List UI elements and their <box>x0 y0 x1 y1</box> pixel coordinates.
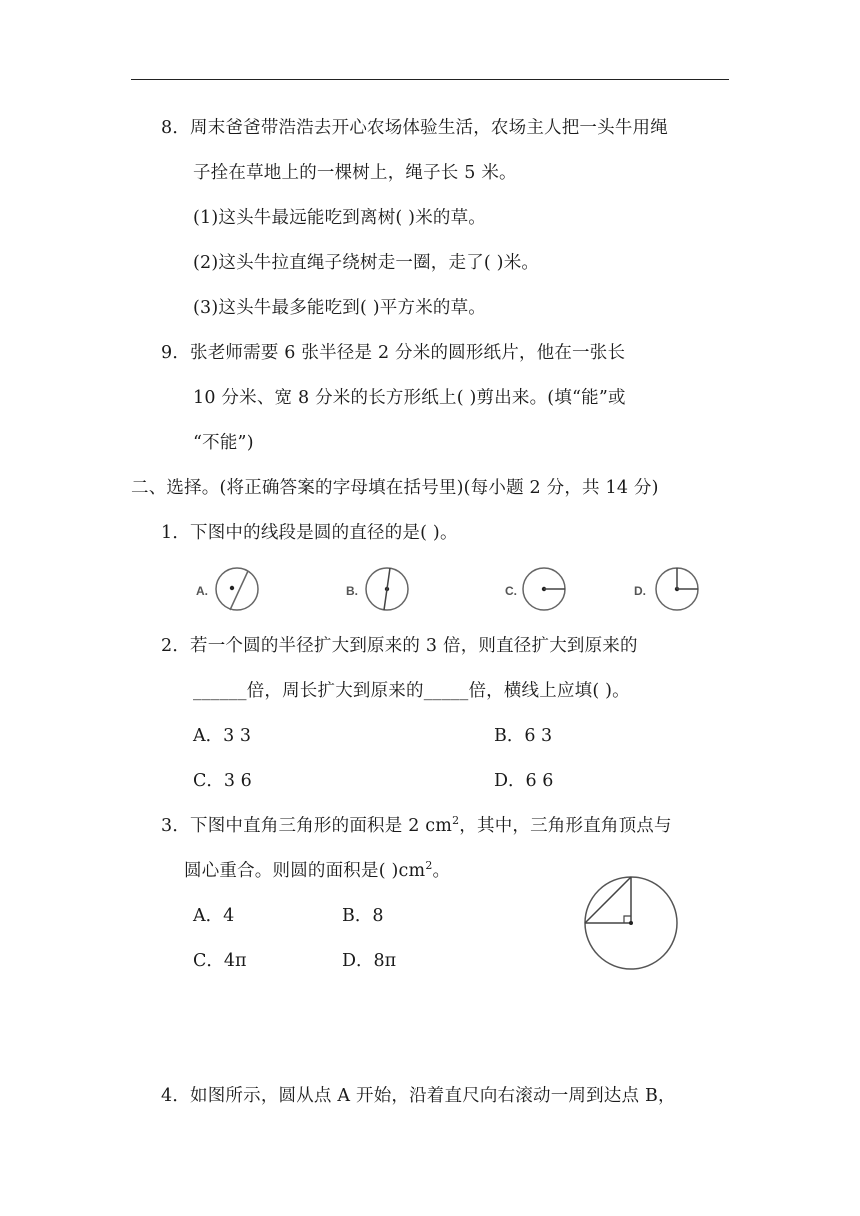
c3-line-1 <box>161 814 672 838</box>
c3-option-a: A．4 <box>193 906 235 926</box>
c3-option-c: C．4π <box>193 951 247 971</box>
c3-option-b: B．8 <box>342 906 384 926</box>
header-rule <box>131 79 729 80</box>
c1-option-c <box>505 566 575 610</box>
c2-line-2: ______倍，周长扩大到原来的_____倍，横线上应填( )。 <box>193 681 630 701</box>
c3-line-1-tail: ，其中，三角形直角顶点与 <box>459 816 672 836</box>
circle-radius-icon <box>519 566 569 612</box>
option-c-label: C. <box>505 584 517 598</box>
q8-sub-3: (3)这头牛最多能吃到( )平方米的草。 <box>193 298 487 318</box>
c2-option-d: D．6 6 <box>494 771 554 791</box>
q9-line-3: “不能”) <box>193 433 254 453</box>
q8-sub-1: (1)这头牛最远能吃到离树( )米的草。 <box>193 208 487 228</box>
c3-option-d: D．8π <box>342 951 397 971</box>
c3-line-2-tail: 。 <box>432 861 451 881</box>
c2-option-a: A．3 3 <box>193 726 251 746</box>
c1-option-b <box>346 566 416 610</box>
circle-right-triangle-figure <box>582 876 682 976</box>
section-2-heading: 二、选择。(将正确答案的字母填在括号里)(每小题 2 分，共 14 分) <box>131 478 659 498</box>
q9-line-2: 10 分米、宽 8 分米的长方形纸上( )剪出来。(填“能”或 <box>193 388 626 408</box>
circle-chord-icon <box>212 566 262 612</box>
q8-line-2: 子拴在草地上的一棵树上，绳子长 5 米。 <box>193 163 517 183</box>
c2-line-1: 2．若一个圆的半径扩大到原来的 3 倍，则直径扩大到原来的 <box>161 636 638 656</box>
c4-line-1: 4．如图所示，圆从点 A 开始，沿着直尺向右滚动一周到达点 B， <box>161 1086 676 1106</box>
option-d-label: D. <box>634 584 646 598</box>
c3-line-2-sup: 2 <box>425 859 433 873</box>
c3-line-1-sup: 2 <box>452 814 460 828</box>
c2-option-b: B．6 3 <box>494 726 553 746</box>
c3-line-1-text: 3．下图中直角三角形的面积是 2 cm <box>161 816 453 836</box>
circle-diameter-icon <box>362 566 412 612</box>
circle-radii-icon <box>652 566 702 612</box>
c1-option-d <box>634 566 704 610</box>
c3-line-2 <box>184 859 450 883</box>
c1-stem: 1．下图中的线段是圆的直径的是( )。 <box>161 523 458 543</box>
q8-sub-2: (2)这头牛拉直绳子绕树走一圈，走了( )米。 <box>193 253 540 273</box>
q8-line-1: 8．周末爸爸带浩浩去开心农场体验生活，农场主人把一头牛用绳 <box>161 118 668 138</box>
c3-line-2-text: 圆心重合。则圆的面积是( )cm <box>184 861 426 881</box>
c2-option-c: C．3 6 <box>193 771 252 791</box>
option-a-label: A. <box>196 584 208 598</box>
c1-option-a <box>196 566 266 610</box>
option-b-label: B. <box>346 584 358 598</box>
q9-line-1: 9．张老师需要 6 张半径是 2 分米的圆形纸片，他在一张长 <box>161 343 626 363</box>
